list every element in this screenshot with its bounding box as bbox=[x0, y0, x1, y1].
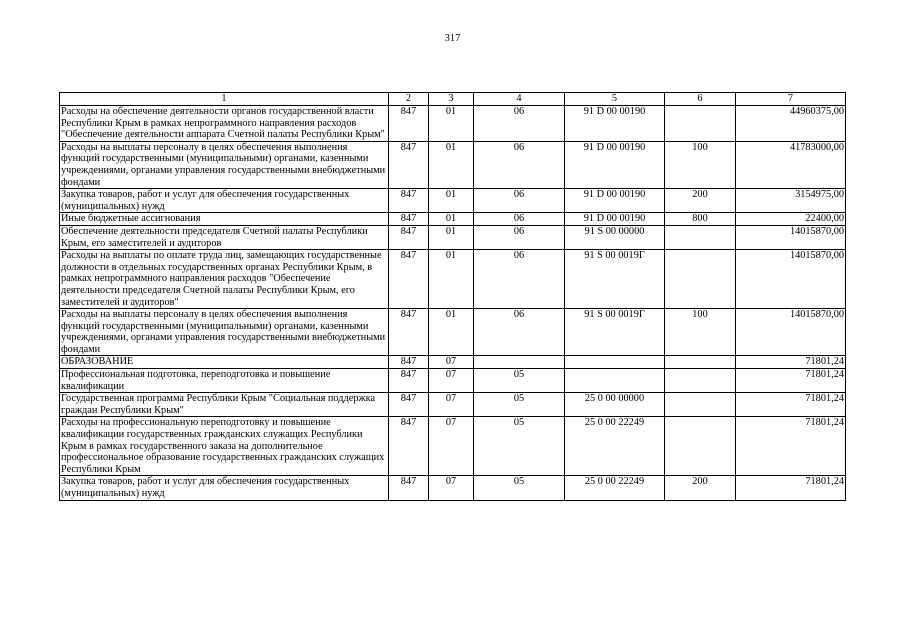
expense-type-cell: 200 bbox=[665, 476, 736, 500]
amount-cell: 71801,24 bbox=[736, 356, 846, 369]
table-row bbox=[60, 417, 846, 476]
target-article-cell: 91 S 00 0019Г bbox=[565, 309, 665, 356]
table-row bbox=[60, 369, 846, 393]
page-number: 317 bbox=[444, 33, 461, 44]
row-name-cell: Обеспечение деятельности председателя Счетной палаты Республики Крым, его заместителей и аудиторов bbox=[60, 225, 389, 249]
expense-type-cell: 800 bbox=[665, 213, 736, 226]
table-row bbox=[60, 189, 846, 213]
row-name-cell: Закупка товаров, работ и услуг для обеспечения государственных (муниципальных) нужд bbox=[60, 476, 389, 500]
table-row bbox=[60, 225, 846, 249]
ministry-code-cell: 847 bbox=[389, 189, 429, 213]
expense-type-cell bbox=[665, 417, 736, 476]
section-code-cell: 01 bbox=[429, 225, 474, 249]
table-row bbox=[60, 476, 846, 500]
section-code-cell: 01 bbox=[429, 213, 474, 226]
target-article-cell bbox=[565, 356, 665, 369]
subsection-code-cell: 06 bbox=[474, 213, 565, 226]
row-name-cell: Расходы на выплаты по оплате труда лиц, замещающих государственные должности в отдельных государственных органах Республики Крым, в рамках непрограммного направления расходов "Обеспечение деятельности председателя Счетной палаты Республики Крым, его заместителей и аудиторов" bbox=[60, 250, 389, 309]
section-code-cell: 07 bbox=[429, 369, 474, 393]
subsection-code-cell: 05 bbox=[474, 393, 565, 417]
section-code-cell: 01 bbox=[429, 309, 474, 356]
subsection-code-cell: 06 bbox=[474, 225, 565, 249]
row-name-cell: Государственная программа Республики Крым "Социальная поддержка граждан Республики Крым" bbox=[60, 393, 389, 417]
section-code-cell: 01 bbox=[429, 141, 474, 188]
column-number: 5 bbox=[565, 93, 665, 106]
section-code-cell: 01 bbox=[429, 189, 474, 213]
ministry-code-cell: 847 bbox=[389, 309, 429, 356]
target-article-cell: 91 D 00 00190 bbox=[565, 141, 665, 188]
row-name-cell: Профессиональная подготовка, переподготовка и повышение квалификации bbox=[60, 369, 389, 393]
ministry-code-cell: 847 bbox=[389, 225, 429, 249]
amount-cell: 71801,24 bbox=[736, 369, 846, 393]
column-number: 4 bbox=[474, 93, 565, 106]
amount-cell: 71801,24 bbox=[736, 393, 846, 417]
expense-type-cell: 100 bbox=[665, 309, 736, 356]
target-article-cell: 91 S 00 00000 bbox=[565, 225, 665, 249]
subsection-code-cell: 05 bbox=[474, 417, 565, 476]
expense-type-cell: 200 bbox=[665, 189, 736, 213]
row-name-cell: Расходы на выплаты персоналу в целях обеспечения выполнения функций государственными (муниципальными) органами, казенными учреждениями, органами управления государственными внебюджетными фондами bbox=[60, 309, 389, 356]
budget-table bbox=[59, 92, 846, 501]
subsection-code-cell: 05 bbox=[474, 476, 565, 500]
column-number: 6 bbox=[665, 93, 736, 106]
ministry-code-cell: 847 bbox=[389, 106, 429, 142]
section-code-cell: 07 bbox=[429, 356, 474, 369]
table-row bbox=[60, 356, 846, 369]
section-code-cell: 01 bbox=[429, 106, 474, 142]
table-row bbox=[60, 250, 846, 309]
expense-type-cell bbox=[665, 356, 736, 369]
table-row bbox=[60, 106, 846, 142]
section-code-cell: 07 bbox=[429, 393, 474, 417]
subsection-code-cell: 05 bbox=[474, 369, 565, 393]
amount-cell: 14015870,00 bbox=[736, 225, 846, 249]
target-article-cell: 91 D 00 00190 bbox=[565, 106, 665, 142]
ministry-code-cell: 847 bbox=[389, 141, 429, 188]
column-number-row bbox=[60, 93, 846, 106]
expense-type-cell bbox=[665, 369, 736, 393]
target-article-cell: 91 D 00 00190 bbox=[565, 213, 665, 226]
row-name-cell: Расходы на профессиональную переподготовку и повышение квалификации государственных гражданских служащих Республики Крым в рамках государственного заказа на дополнительное профессиональное образование государственных гражданских служащих Республики Крым bbox=[60, 417, 389, 476]
amount-cell: 71801,24 bbox=[736, 476, 846, 500]
expense-type-cell bbox=[665, 106, 736, 142]
table-row bbox=[60, 141, 846, 188]
table-row bbox=[60, 393, 846, 417]
subsection-code-cell: 06 bbox=[474, 250, 565, 309]
ministry-code-cell: 847 bbox=[389, 476, 429, 500]
expense-type-cell bbox=[665, 225, 736, 249]
subsection-code-cell: 06 bbox=[474, 189, 565, 213]
ministry-code-cell: 847 bbox=[389, 250, 429, 309]
amount-cell: 14015870,00 bbox=[736, 309, 846, 356]
ministry-code-cell: 847 bbox=[389, 356, 429, 369]
table-row bbox=[60, 213, 846, 226]
expense-type-cell: 100 bbox=[665, 141, 736, 188]
ministry-code-cell: 847 bbox=[389, 393, 429, 417]
subsection-code-cell: 06 bbox=[474, 309, 565, 356]
subsection-code-cell bbox=[474, 356, 565, 369]
column-number: 2 bbox=[389, 93, 429, 106]
target-article-cell: 25 0 00 22249 bbox=[565, 417, 665, 476]
expense-type-cell bbox=[665, 250, 736, 309]
ministry-code-cell: 847 bbox=[389, 369, 429, 393]
target-article-cell: 25 0 00 22249 bbox=[565, 476, 665, 500]
row-name-cell: Закупка товаров, работ и услуг для обеспечения государственных (муниципальных) нужд bbox=[60, 189, 389, 213]
target-article-cell bbox=[565, 369, 665, 393]
target-article-cell: 91 D 00 00190 bbox=[565, 189, 665, 213]
row-name-cell: Расходы на выплаты персоналу в целях обеспечения выполнения функций государственными (муниципальными) органами, казенными учреждениями, органами управления государственными внебюджетными фондами bbox=[60, 141, 389, 188]
column-number: 7 bbox=[736, 93, 846, 106]
table-row bbox=[60, 309, 846, 356]
section-code-cell: 01 bbox=[429, 250, 474, 309]
column-number: 3 bbox=[429, 93, 474, 106]
ministry-code-cell: 847 bbox=[389, 213, 429, 226]
subsection-code-cell: 06 bbox=[474, 141, 565, 188]
section-code-cell: 07 bbox=[429, 417, 474, 476]
amount-cell: 71801,24 bbox=[736, 417, 846, 476]
amount-cell: 14015870,00 bbox=[736, 250, 846, 309]
target-article-cell: 25 0 00 00000 bbox=[565, 393, 665, 417]
row-name-cell: Расходы на обеспечение деятельности органов государственной власти Республики Крым в рамках непрограммного направления расходов "Обеспечение деятельности аппарата Счетной палаты Республики Крым" bbox=[60, 106, 389, 142]
target-article-cell: 91 S 00 0019Г bbox=[565, 250, 665, 309]
amount-cell: 22400,00 bbox=[736, 213, 846, 226]
amount-cell: 3154975,00 bbox=[736, 189, 846, 213]
amount-cell: 41783000,00 bbox=[736, 141, 846, 188]
ministry-code-cell: 847 bbox=[389, 417, 429, 476]
amount-cell: 44960375,00 bbox=[736, 106, 846, 142]
row-name-cell: Иные бюджетные ассигнования bbox=[60, 213, 389, 226]
column-number: 1 bbox=[60, 93, 389, 106]
subsection-code-cell: 06 bbox=[474, 106, 565, 142]
section-code-cell: 07 bbox=[429, 476, 474, 500]
expense-type-cell bbox=[665, 393, 736, 417]
row-name-cell: ОБРАЗОВАНИЕ bbox=[60, 356, 389, 369]
